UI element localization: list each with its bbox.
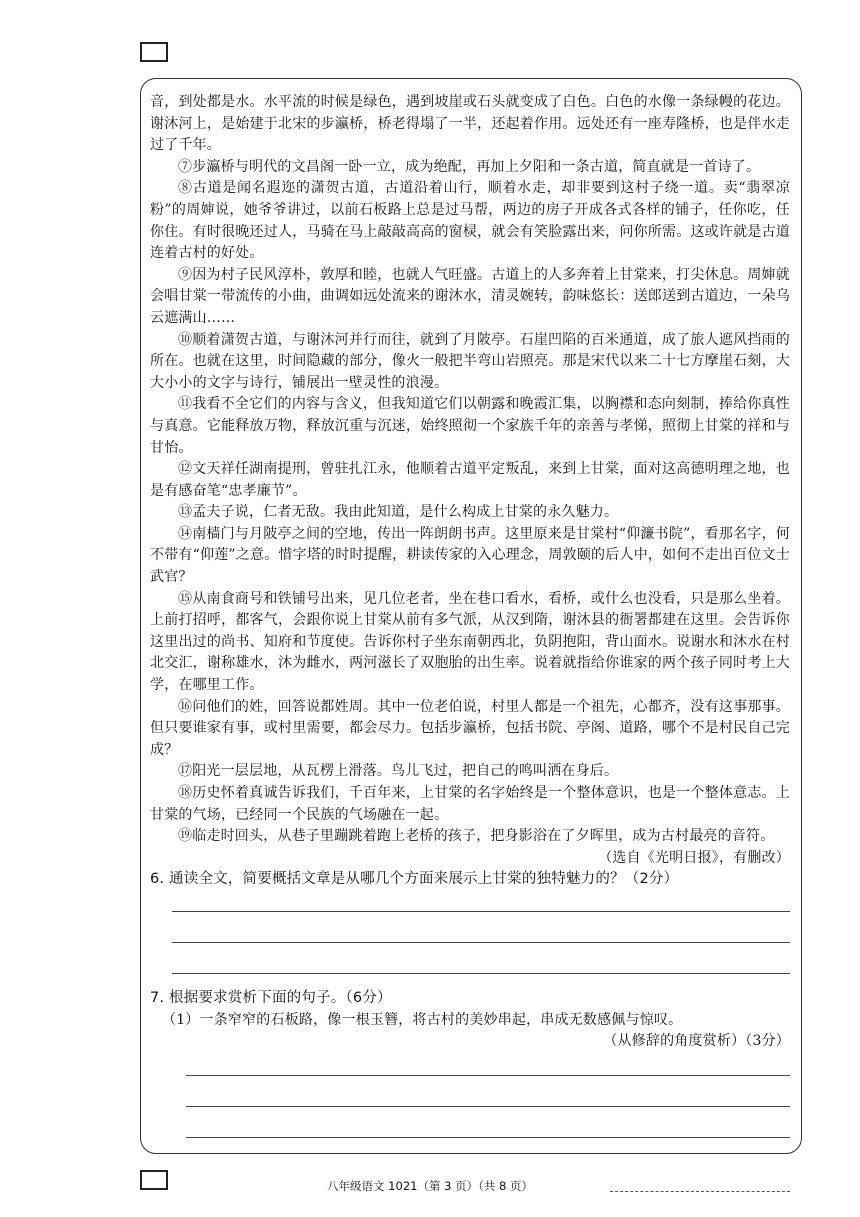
exam-content <box>150 92 790 1138</box>
footer-dash-line <box>610 1191 790 1192</box>
paragraph-11: ⑪我看不全它们的内容与含义，但我知道它们以朝露和晚霞汇集，以胸襟和态向刻制，捧给你真性与真意。它能释放万物，释放沉重与沉迷，始终照彻一个家族千年的亲善与孝悌，照彻上甘棠的祥和与甘怡。 <box>150 396 790 456</box>
paragraph-10: ⑩顺着潇贺古道，与谢沐河并行而往，就到了月陂亭。石崖凹陷的百米通道，成了旅人遮风挡雨的所在。也就在这里，时间隐藏的部分，像火一般把半弯山岩照亮。那是宋代以来二十七方摩崖石刻，大大小小的文字与诗行，铺展出一壁灵性的浪漫。 <box>150 331 790 391</box>
paragraph-17: ⑰阳光一层层地，从瓦楞上滑落。鸟儿飞过，把自己的鸣叫洒在身后。 <box>178 763 619 780</box>
paragraph-16: ⑯问他们的姓，回答说都姓周。其中一位老伯说，村里人都是一个祖先，心都齐，没有这事那事。但只要谁家有事，或村里需要，都会尽力。包括步瀛桥，包括书院、亭阁、道路，哪个不是村民自己完成？ <box>150 698 790 758</box>
paragraph-19: ⑲临走时回头，从巷子里蹦跳着跑上老桥的孩子，把身影浴在了夕晖里，成为古村最亮的音符。 <box>178 828 775 845</box>
answer-line[interactable] <box>172 942 790 943</box>
page-footer: 八年级语文 1021（第 3 页）（共 8 页） <box>327 1179 533 1193</box>
paragraph-15: ⑮从南食商号和铁铺号出来，见几位老者，坐在巷口看水，看桥，或什么也没看，只是那么坐着。上前打招呼，都客气，会跟你说上甘棠从前有多气派，从汉到隋，谢沐县的衙署都建在这里。会告诉你这里出过的尚书、知府和节度使。告诉你村子坐东南朝西北，负阴抱阳，背山面水。说谢水和沐水在村北交汇，谢称雄水，沐为雌水，两河滋长了双胞胎的出生率。说着就指给你谁家的两个孩子同时考上大学，在哪里工作。 <box>150 590 790 694</box>
paragraph-12: ⑫文天祥任湖南提刑，曾驻扎江永，他顺着古道平定叛乱，来到上甘棠，面对这高德明理之地，也是有感奋笔“忠孝廉节”。 <box>150 461 790 499</box>
source-note: （选自《光明日报》，有删改） <box>598 849 790 866</box>
answer-line[interactable] <box>172 911 790 912</box>
paragraph-continued: 音，到处都是水。水平流的时候是绿色，遇到坡崖或石头就变成了白色。白色的水像一条绿幔的花边。谢沐河上，是始建于北宋的步瀛桥，桥老得塌了一半，还起着作用。远处还有一座寿隆桥，也是伴水走过了千年。 <box>150 94 790 154</box>
question-7: 7. 根据要求赏析下面的句子。（6分） <box>150 989 392 1006</box>
paragraph-9: ⑨因为村子民风淳朴，敦厚和睦，也就人气旺盛。古道上的人多奔着上甘棠来，打尖休息。周婶就会唱甘棠一带流传的小曲，曲调如远处流来的谢沐水，清灵婉转，韵味悠长：送郎送到古道边，一朵乌云遮满山…… <box>150 266 790 326</box>
question-7-1-requirement: （从修辞的角度赏析）（3分） <box>603 1033 790 1050</box>
question-7-1: （1）一条窄窄的石板路，像一根玉簪，将古村的美妙串起，串成无数感佩与惊叹。 <box>162 1011 683 1028</box>
answer-line[interactable] <box>186 1137 790 1138</box>
paragraph-13: ⑬孟夫子说，仁者无敌。我由此知道，是什么构成上甘棠的永久魅力。 <box>178 504 619 521</box>
paragraph-7: ⑦步瀛桥与明代的文昌阁一卧一立，成为绝配，再加上夕阳和一条古道，简直就是一首诗了。 <box>178 158 761 175</box>
question-6: 6. 通读全文，简要概括文章是从哪几个方面来展示上甘棠的独特魅力的？（2分） <box>150 871 679 888</box>
answer-line[interactable] <box>186 1106 790 1107</box>
answer-line[interactable] <box>172 973 790 974</box>
paragraph-18: ⑱历史怀着真诚告诉我们，千百年来，上甘棠的名字始终是一个整体意识，也是一个整体意志。上甘棠的气场，已经同一个民族的气场融在一起。 <box>150 785 790 823</box>
answer-line[interactable] <box>186 1075 790 1076</box>
paragraph-14: ⑭南樯门与月陂亭之间的空地，传出一阵朗朗书声。这里原来是甘棠村“仰濂书院”，看那名字，何不带有“仰莲”之意。惜字塔的时时提醒，耕读传家的入心理念，周敦颐的后人中，如何不走出百位文士武官？ <box>150 525 790 586</box>
top-corner-box <box>140 42 168 62</box>
paragraph-8: ⑧古道是闻名遐迩的潇贺古道，古道沿着山行，顺着水走，却非要到这村子绕一道。卖“翡翠凉粉”的周婶说，她爷爷讲过，以前石板路上总是过马帮，两边的房子开成各式各样的铺子，任你吃，任你住。有时很晚还过人，马骑在马上敲敲高高的窗棂，就会有笑脸露出来，问你所需。这或许就是古道连着古村的好处。 <box>150 180 790 262</box>
